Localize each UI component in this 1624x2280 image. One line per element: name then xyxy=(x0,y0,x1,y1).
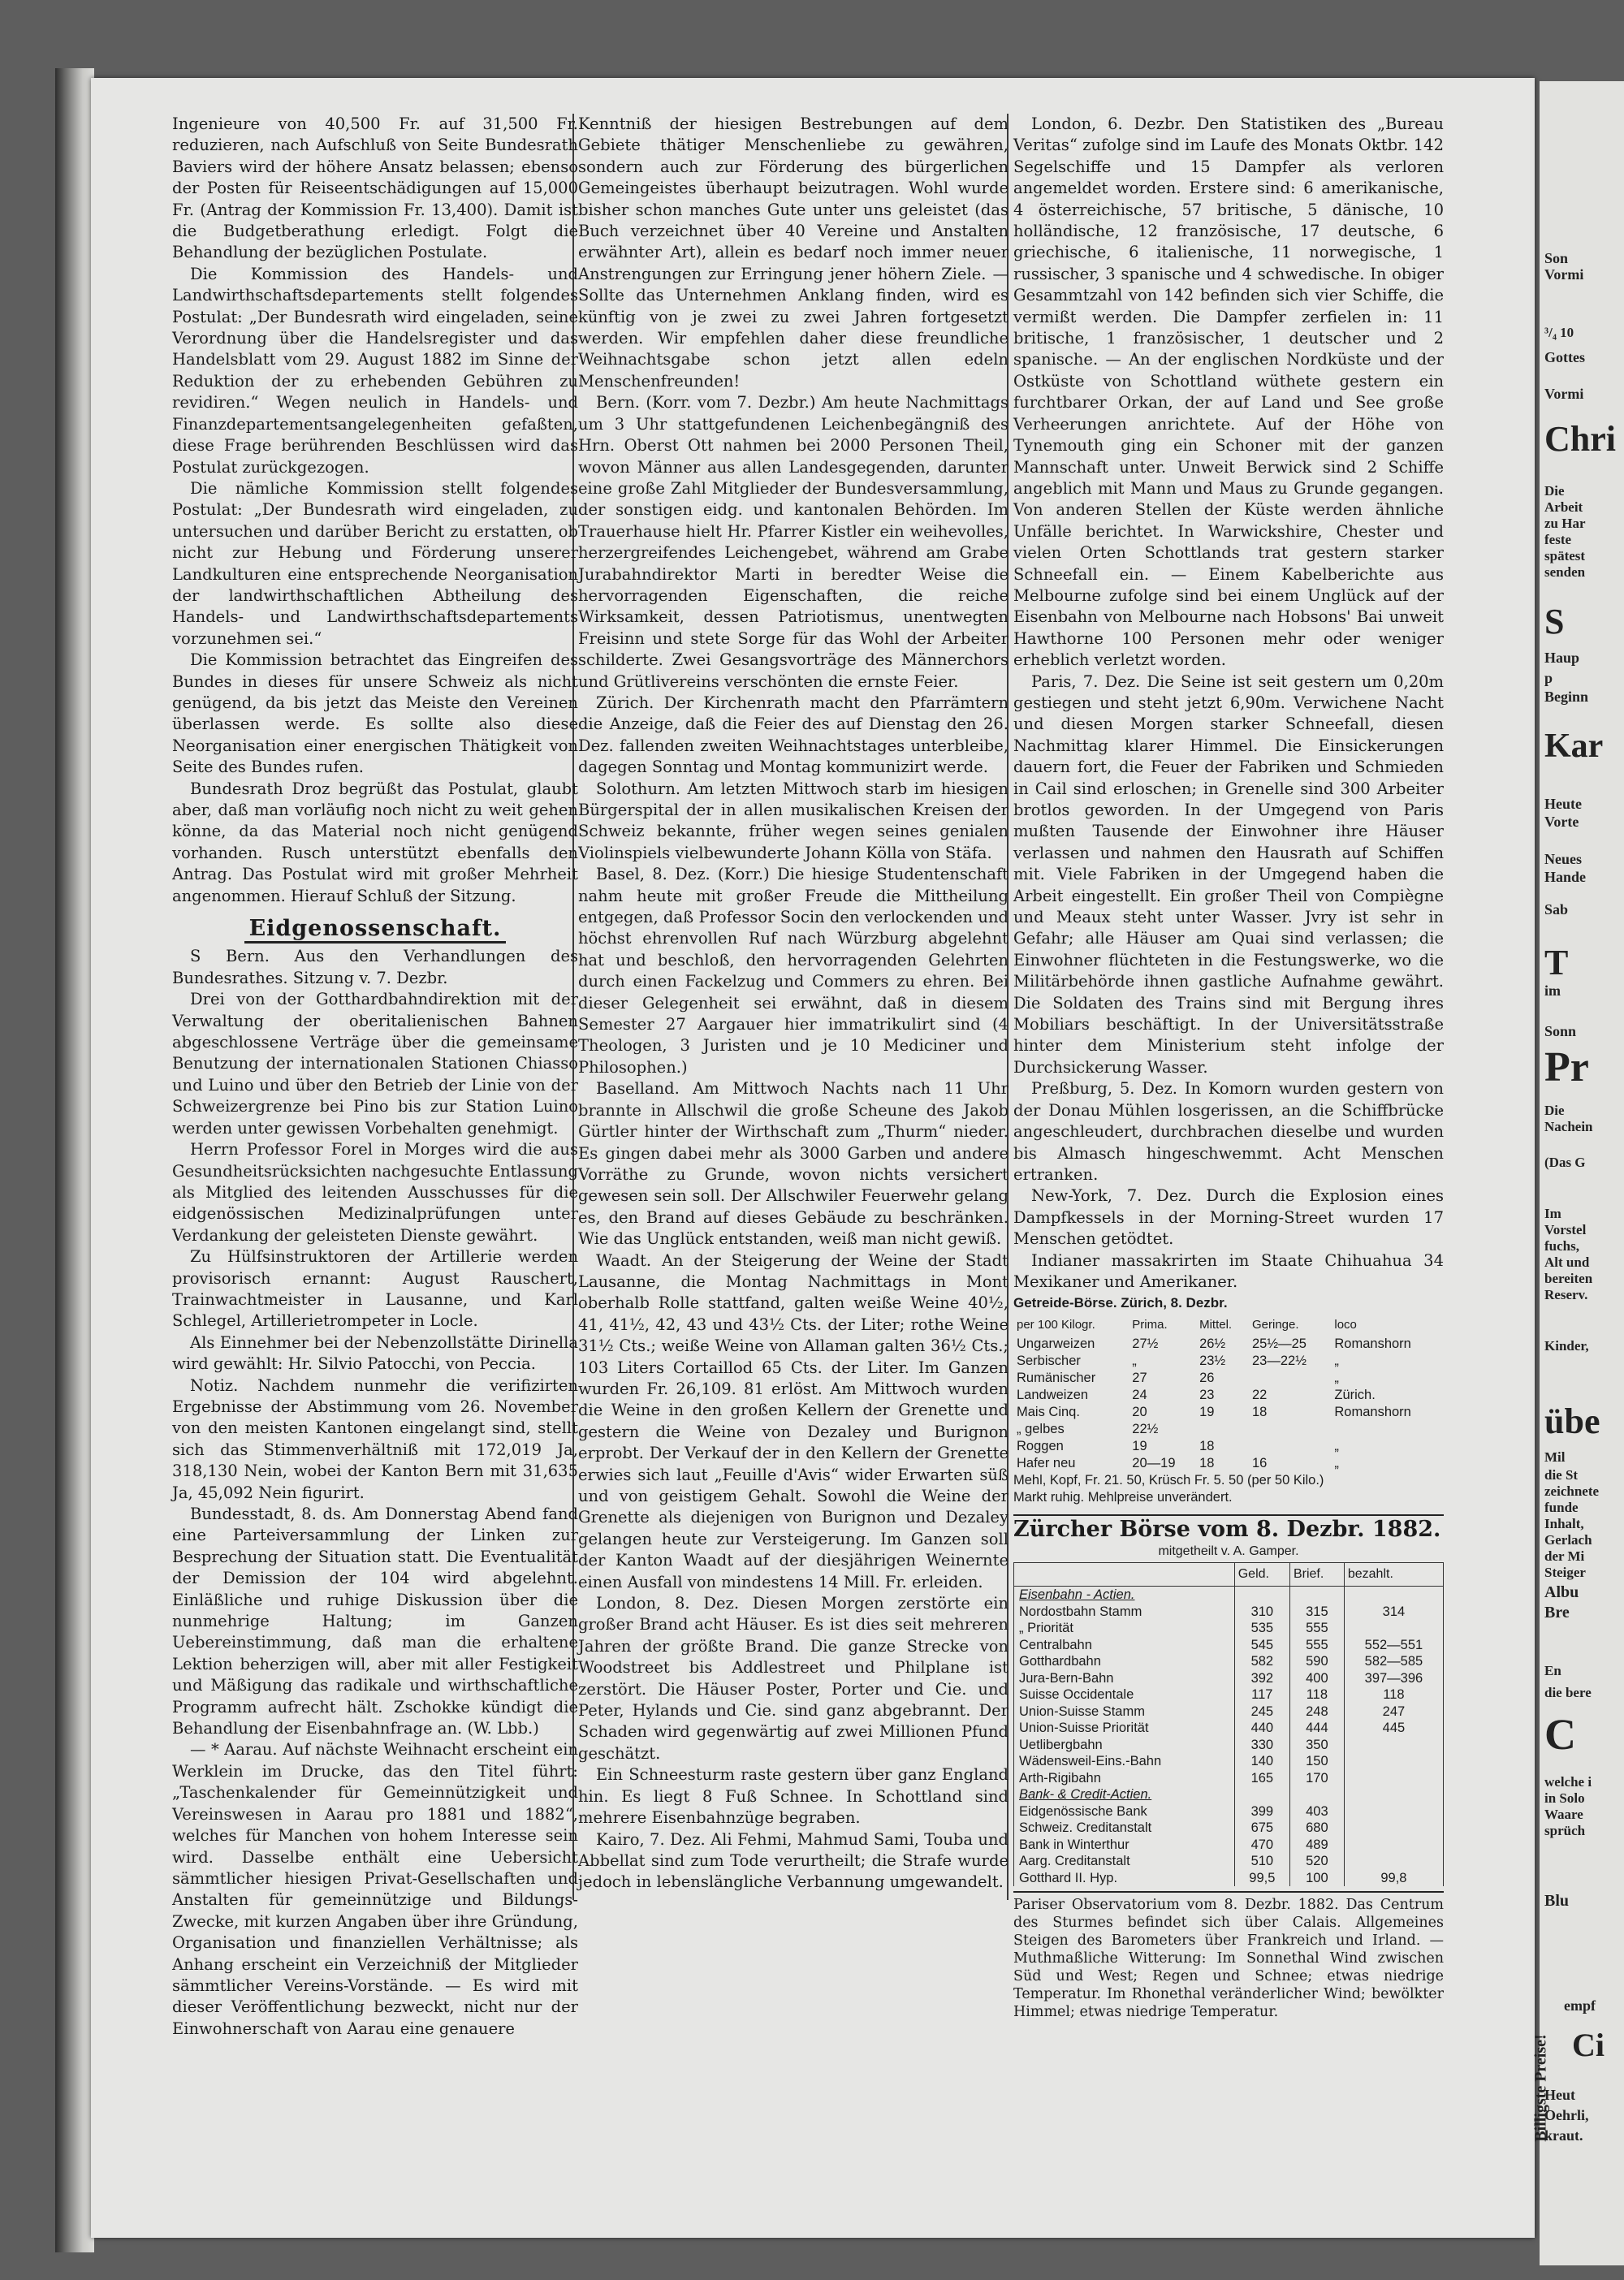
article-paragraph: Indianer massakrirten im Staate Chihuahua 34 Mexikaner und Amerikaner. xyxy=(1013,1250,1444,1291)
stock-exchange-title: Zürcher Börse vom 8. Dezbr. 1882. xyxy=(1013,1514,1444,1540)
weather-report: Pariser Observatorium vom 8. Dezbr. 1882. Das Centrum des Sturmes befindet sich über Calais. Allgemeines Steigen des Barometers über Frankreich und Irland. — Muthmaßliche Witterung: Im Sonnethal Wind zwischen Süd und West; Regen und Schnee; etwas niedrige Temperatur. Im Rhonethal veränderlicher Wind; bewölkter Himmel; etwas niedrige Temperatur. xyxy=(1013,1891,1444,2021)
adjacent-page-fragment: Kar xyxy=(1544,728,1604,765)
stock-value-cell: 545 xyxy=(1234,1637,1289,1654)
grain-cell: 25½—25 xyxy=(1252,1336,1307,1352)
stock-table-header xyxy=(1014,1562,1444,1586)
grain-cell: Hafer neu xyxy=(1017,1456,1076,1471)
column-1 xyxy=(172,114,578,2040)
grain-row xyxy=(1013,1455,1444,1472)
stock-value-cell: 100 xyxy=(1289,1870,1344,1887)
grain-cell: „ xyxy=(1334,1456,1339,1471)
stock-column-header: Geld. xyxy=(1234,1562,1289,1586)
section-heading xyxy=(172,916,578,942)
stock-name-cell: Nordostbahn Stamm xyxy=(1014,1604,1235,1621)
stock-value-cell xyxy=(1344,1587,1443,1604)
stock-value-cell: 99,8 xyxy=(1344,1870,1443,1887)
article-paragraph: Bundesstadt, 8. ds. Am Donnerstag Abend fand eine Parteiversammlung der Linken zur Besprechung der Situation statt. Die Eventualität der Demission der 104 wird abgelehnt. Einläßliche und ruhige Diskussion über die nunmehrige Haltung; im Ganzen Uebereinstimmung, daß man die erhaltene Lektion beherzigen will, aber mit aller Festigkeit und Mäßigung das radikale und wirthschaftliche Programm aufrecht hält. Zschokke kündigt die Behandlung der Eisenbahnfrage an. (W. Lbb.) xyxy=(172,1505,578,1738)
grain-table-body xyxy=(1013,1336,1444,1472)
grain-cell: Romanshorn xyxy=(1334,1405,1411,1420)
grain-cell: 19 xyxy=(1132,1439,1147,1454)
stock-value-cell xyxy=(1344,1803,1443,1820)
stock-value-cell: 165 xyxy=(1234,1770,1289,1787)
stock-row xyxy=(1014,1853,1444,1870)
stock-value-cell: 350 xyxy=(1289,1737,1344,1754)
stock-name-cell: Aarg. Creditanstalt xyxy=(1014,1853,1235,1870)
grain-cell: 27½ xyxy=(1132,1336,1159,1352)
stock-exchange-subtitle: mitgetheilt v. A. Gamper. xyxy=(1158,1544,1299,1558)
stock-name-cell: Union-Suisse Priorität xyxy=(1014,1720,1235,1737)
adjacent-page-fragment: Alt und xyxy=(1544,1254,1590,1270)
stock-row xyxy=(1014,1737,1444,1754)
stock-value-cell: 150 xyxy=(1289,1753,1344,1770)
adjacent-page-fragment: welche i xyxy=(1544,1774,1592,1790)
stock-value-cell: 392 xyxy=(1234,1670,1289,1687)
article-paragraph: Solothurn. Am letzten Mittwoch starb im hiesigen Bürgerspital der in allen musikalischen Kreisen der Schweiz bekannte, früher wegen seines genialen Violinspiels vielbewunderte Johann Kölla von Stäfa. xyxy=(578,779,1009,862)
stock-value-cell: 397—396 xyxy=(1344,1670,1443,1687)
stock-value-cell: 170 xyxy=(1289,1770,1344,1787)
article-paragraph: Ingenieure von 40,500 Fr. auf 31,500 Fr. reduzieren, nach Aufschluß von Seite Bundesrath Baviers wird der höhere Ansatz belassen; ebenso der Posten für Reiseentschädigungen auf 15,000 Fr. (Antrag der Kommission Fr. 13,400). Damit ist die Budgetberathung erledigt. Folgt die Behandlung der bezüglichen Postulate. xyxy=(172,114,578,262)
adjacent-page-fragment: sprüch xyxy=(1544,1823,1586,1838)
adjacent-page-fragment: Inhalt, xyxy=(1544,1516,1584,1531)
stock-value-cell: 675 xyxy=(1234,1820,1289,1837)
stock-row xyxy=(1014,1620,1444,1637)
stock-row xyxy=(1014,1670,1444,1687)
grain-cell: 18 xyxy=(1199,1439,1215,1454)
grain-cell: 26½ xyxy=(1199,1336,1226,1352)
stock-name-cell: „ Priorität xyxy=(1014,1620,1235,1637)
stock-value-cell: 117 xyxy=(1234,1686,1289,1704)
adjacent-page-fragment: Heute xyxy=(1544,796,1582,812)
adjacent-page-fragment: Kinder, xyxy=(1544,1338,1589,1354)
adjacent-page-fragment: Vorte xyxy=(1544,814,1579,830)
adjacent-page-fragment: (Das G xyxy=(1544,1155,1586,1170)
adjacent-page-fragment: bereiten xyxy=(1544,1271,1593,1286)
grain-cell xyxy=(1249,1421,1331,1438)
adjacent-page-fragment: senden xyxy=(1544,564,1586,580)
grain-cell: „ xyxy=(1334,1371,1339,1386)
adjacent-page-fragment: Pr xyxy=(1544,1044,1589,1090)
grain-market-table xyxy=(1013,1293,1444,1506)
adjacent-page-fragment: fuchs, xyxy=(1544,1238,1579,1254)
stock-column-header xyxy=(1014,1562,1235,1586)
article-paragraph: Basel, 8. Dez. (Korr.) Die hiesige Studentenschaft nahm heute mit großer Freude die Mittheilung entgegen, daß Professor Socin den verlockenden und höchst ehrenvollen Ruf nach Würzburg abgelehnt hat und beschloß, den hervorragenden Gelehrten durch einen Fackelzug und Commers zu ehren. Bei dieser Gelegenheit sei erwähnt, daß in diesem Semester 27 Aargauer hier immatrikulirt sind (4 Theologen, 3 Juristen und je 10 Mediciner und Philosophen.) xyxy=(578,865,1009,1077)
stock-value-cell xyxy=(1344,1770,1443,1787)
stock-row xyxy=(1014,1837,1444,1854)
adjacent-page-fragment: Mil xyxy=(1544,1449,1566,1465)
grain-cell xyxy=(1249,1370,1331,1387)
grain-cell: 22½ xyxy=(1132,1422,1159,1437)
stock-value-cell: 140 xyxy=(1234,1753,1289,1770)
stock-value-cell: 470 xyxy=(1234,1837,1289,1854)
adjacent-page-fragment: im xyxy=(1544,982,1561,999)
stock-row xyxy=(1014,1820,1444,1837)
stock-value-cell: 310 xyxy=(1234,1604,1289,1621)
article-paragraph: London, 8. Dez. Diesen Morgen zerstörte ein großer Brand acht Häuser. Es ist dies seit mehreren Jahren der größte Brand. Die ganze Strecke von Woodstreet bis Addlestreet und Philplane ist zerstört. Die Häuser Poster, Porter und Cie. und Peter, Hylands und Cie. sind ganz abgebrannt. Der Schaden wird gegenwärtig auf zwei Millionen Pfund geschätzt. xyxy=(578,1594,1009,1763)
stock-row xyxy=(1014,1704,1444,1721)
article-paragraph: Baselland. Am Mittwoch Nachts nach 11 Uhr brannte in Allschwil die große Scheune des Jakob Gürtler hinter der Wirthschaft zum „Thurm“ nieder. Es gingen dabei mehr als 3000 Garben und andere Vorräthe zu Grunde, wovon nichts versichert gewesen sein soll. Der Allschwiler Feuerwehr gelang es, den Brand auf dieses Gebäude zu beschränken. Wie das Unglück entstanden, weiß man nicht gewiß. xyxy=(578,1079,1009,1249)
stock-value-cell: 535 xyxy=(1234,1620,1289,1637)
article-paragraph: Waadt. An der Steigerung der Weine der Stadt Lausanne, die Montag Nachmittags in Mont oberhalb Rolle stattfand, galten weiße Weine 40½, 41, 41½, 42, 43 und 43½ Cts. der Liter; rothe Weine 31½ Cts.; weiße Weine von Allaman galten 36½ Cts.; 103 Liters Cortaillod 65 Cts. der Liter. Im Ganzen wurden Fr. 26,109. 81 erlöst. Am Mittwoch wurden die Weine in den großen Kellern der Grenette und gestern die Weine von Dezaley und Burignon erprobt. Der Verkauf der in den Kellern der Grenette erwies sich laut „Feuille d'Avis“ wider Erwarten süß und von geistigem Gehalt. Sowohl die Weine der Grenette als diejenigen von Burignon und Dezaley gelangen heute zur Versteigerung. Im Ganzen soll der Kanton Waadt auf der diesjährigen Weinernte einen Ausfall von mindestens 14 Mill. Fr. erleiden. xyxy=(578,1250,1009,1591)
adjacent-page-fragment: Vorstel xyxy=(1544,1222,1587,1237)
adjacent-page-fragment: Neues xyxy=(1544,851,1582,867)
stock-value-cell: 582—585 xyxy=(1344,1653,1443,1670)
grain-market-note: Mehl, Kopf, Fr. 21. 50, Krüsch Fr. 5. 50 (per 50 Kilo.) xyxy=(1013,1473,1324,1488)
stock-value-cell: 118 xyxy=(1289,1686,1344,1704)
stock-name-cell: Eisenbahn - Actien. xyxy=(1014,1587,1235,1604)
grain-cell: „ xyxy=(1334,1439,1339,1454)
stock-value-cell: 330 xyxy=(1234,1737,1289,1754)
grain-cell: Serbischer xyxy=(1017,1354,1081,1369)
stock-value-cell xyxy=(1344,1753,1443,1770)
grain-cell xyxy=(1196,1421,1249,1438)
grain-cell: „ xyxy=(1132,1354,1137,1369)
adjacent-page-fragment: übe xyxy=(1544,1401,1600,1441)
adjacent-page-fragment: Haup xyxy=(1544,650,1580,666)
grain-cell: 23—22½ xyxy=(1252,1354,1307,1369)
stock-row xyxy=(1014,1653,1444,1670)
adjacent-page-fragment: Steiger xyxy=(1544,1565,1586,1580)
stock-value-cell xyxy=(1344,1837,1443,1854)
adjacent-page-fragment: Vormi xyxy=(1544,386,1584,402)
adjacent-page-fragment: Hande xyxy=(1544,869,1587,885)
stock-name-cell: Suisse Occidentale xyxy=(1014,1686,1235,1704)
stock-section-row xyxy=(1014,1786,1444,1803)
grain-cell: Romanshorn xyxy=(1334,1336,1411,1352)
adjacent-page-fragment: Ci xyxy=(1572,2027,1605,2063)
article-paragraph: Zürich. Der Kirchenrath macht den Pfarrämtern die Anzeige, daß die Feier des auf Dienstag den 26. Dez. fallenden zweiten Weihnachtstages unterbleibe, dagegen Sonntag und Montag kommunizirt werde. xyxy=(578,693,1009,777)
stock-value-cell xyxy=(1344,1853,1443,1870)
stock-name-cell: Uetlibergbahn xyxy=(1014,1737,1235,1754)
grain-row xyxy=(1013,1353,1444,1370)
article-paragraph: Die Kommission des Handels- und Landwirthschaftsdepartements stellt folgendes Postulat: „Der Bundesrath wird eingeladen, seine Verordnung über die Handelsregister und das Handelsblatt vom 29. August 1882 im Sinne der Reduktion der zu erhebenden Gebühren zu revidiren.“ Wegen neulich in Handels- und Finanzdepartementsangelegenheiten gefaßten, diese Frage berührenden Beschlüssen wird das Postulat zurückgezogen. xyxy=(172,264,578,477)
adjacent-page-fragment: Son xyxy=(1544,250,1569,266)
stock-name-cell: Gotthardbahn xyxy=(1014,1653,1235,1670)
adjacent-page-fragment: Blu xyxy=(1544,1892,1570,1910)
adjacent-page-fragment: zeichnete xyxy=(1544,1483,1600,1499)
grain-row xyxy=(1013,1438,1444,1455)
stock-value-cell xyxy=(1344,1786,1443,1803)
grain-row xyxy=(1013,1336,1444,1353)
grain-cell: Mais Cinq. xyxy=(1017,1405,1080,1420)
adjacent-page-fragment: feste xyxy=(1544,532,1572,547)
stock-value-cell: 520 xyxy=(1289,1853,1344,1870)
grain-cell: 24 xyxy=(1132,1388,1147,1403)
article-dateline: S Bern. Aus den Verhandlungen des Bundesrathes. Sitzung v. 7. Dezbr. xyxy=(172,947,578,987)
adjacent-page-fragment: Heut xyxy=(1544,2087,1575,2103)
stock-value-cell: 440 xyxy=(1234,1720,1289,1737)
article-paragraph: Die Kommission betrachtet das Eingreifen des Bundes in dieses für unsere Schweiz als nicht genügend, da bis jetzt das Meiste den Vereinen überlassen werde. Es sollte also diese Neorganisation einer energischen Thätigkeit von Seite des Bundes rufen. xyxy=(172,650,578,777)
adjacent-page-fragment: Gottes xyxy=(1544,349,1585,365)
article-paragraph: Ein Schneesturm raste gestern über ganz England hin. Es liegt 8 Fuß Schnee. In Schottland sind mehrere Eisenbahnzüge begraben. xyxy=(578,1765,1009,1828)
article-paragraph: Preßburg, 5. Dez. In Komorn wurden gestern von der Donau Mühlen losgerissen, an die Schiffbrücke angeschleudert, durchbrachen dieselbe und wurden bis Almasch hingeschwemmt. Acht Menschen ertranken. xyxy=(1013,1079,1444,1184)
adjacent-page-fragment: Waare xyxy=(1544,1807,1583,1822)
grain-cell: Ungarweizen xyxy=(1017,1336,1095,1352)
stock-value-cell: 403 xyxy=(1289,1803,1344,1820)
stock-name-cell: Jura-Bern-Bahn xyxy=(1014,1670,1235,1687)
stock-row xyxy=(1014,1770,1444,1787)
stock-value-cell: 590 xyxy=(1289,1653,1344,1670)
article-paragraph: Paris, 7. Dez. Die Seine ist seit gestern um 0,20m gestiegen und steht jetzt 6,90m. Verwichene Nacht und diesen Morgen starker Schneefall, diesen Nachmittag klarer Himmel. Die Einsickerungen dauern fort, die Feuer der Fabriken und Schmieden in Cail sind erloschen; in Grenelle sind 300 Arbeiter brotlos geworden. In der Umgegend von Paris mußten Tausende der Einwohner ihre Häuser verlassen und nahmen den Hausrath auf Schiffen mit. Viele Fabriken in der Umgegend haben die Arbeit eingestellt. Ein großer Theil von Compiègne und Meaux steht unter Wasser. Jvry ist sehr in Gefahr; alle Häuser am Quai sind verlassen; die Einwohner flüchteten in die Festungswerke, wo die Militärbehörde ihnen gastliche Aufnahme gewährt. Die Soldaten des Trains sind mit Bergung ihres Mobiliars beschäftigt. In der Universitätsstraße hinter dem Ministerium steht infolge der Durchsickerung Wasser. xyxy=(1013,671,1444,1077)
stock-value-cell: 399 xyxy=(1234,1803,1289,1820)
adjacent-page-fragment: Sonn xyxy=(1544,1023,1577,1039)
adjacent-page-fragment: S xyxy=(1544,602,1565,641)
stock-name-cell: Eidgenössische Bank xyxy=(1014,1803,1235,1820)
grain-cell: 27 xyxy=(1132,1371,1147,1386)
stock-value-cell: 315 xyxy=(1289,1604,1344,1621)
article-paragraph: Die nämliche Kommission stellt folgendes Postulat: „Der Bundesrath wird eingeladen, zu untersuchen und darüber Bericht zu erstatten, ob nicht zur Hebung und Förderung unserer Landkulturen eine entsprechende Neorganisation der landwirthschaftlichen Abtheilung des Handels- und Landwirthschaftsdepartements vorzunehmen sei.“ xyxy=(172,478,578,648)
article-paragraph: Kenntniß der hiesigen Bestrebungen auf dem Gebiete thätiger Menschenliebe zu gewähren, sondern auch zur Förderung des bürgerlichen Gemeingeistes überhaupt beizutragen. Wohl wurde bisher schon manches Gute unter uns geleistet (das Buch verzeichnet über 40 Vereine und Anstalten erwähnter Art), allein es bedarf noch immer neuer Anstrengungen zur Erringung jener höhern Ziele. — Sollte das Unternehmen Anklang finden, wird es künftig von je zwei zu zwei Jahren fortgesetzt werden. Wir empfehlen daher diese freundliche Weihnachtsgabe schon jetzt allen edeln Menschenfreunden! xyxy=(578,114,1009,391)
stock-value-cell: 489 xyxy=(1289,1837,1344,1854)
grain-row xyxy=(1013,1387,1444,1404)
adjacent-page-fragment: zu Har xyxy=(1544,516,1586,531)
article-paragraph: New-York, 7. Dez. Durch die Explosion eines Dampfkessels in der Morning-Street wurden 17 Menschen getödtet. xyxy=(1013,1186,1444,1249)
grain-cell: 22 xyxy=(1252,1388,1268,1403)
grain-column-header: loco xyxy=(1334,1317,1357,1332)
stock-column-header: bezahlt. xyxy=(1344,1562,1443,1586)
stock-value-cell: 582 xyxy=(1234,1653,1289,1670)
article-paragraph: London, 6. Dezbr. Den Statistiken des „Bureau Veritas“ zufolge sind im Laufe des Monats Oktbr. 142 Segelschiffe und 15 Dampfer als verloren angemeldet worden. Erstere sind: 6 amerikanische, 4 österreichische, 57 britische, 5 dänische, 10 holländische, 12 französische, 17 deutsche, 6 griechische, 6 italienische, 11 norwegische, 1 russischer, 3 spanische und 4 schwedische. In obiger Gesammtzahl von 142 befinden sich vier Schiffe, die vermißt werden. Die Dampfer zerfielen in: 11 britische, 1 französischer, 1 deutscher und 2 spanische. — An der englischen Nordküste und der Ostküste von Schottland wüthete gestern ein furchtbarer Orkan, der auf Land und See große Verheerungen anrichtete. Auf der Höhe von Tynemouth ging ein Schoner mit der ganzen Mannschaft unter. Unweit Berwick sind 2 Schiffe angeblich mit Mann und Maus zu Grunde gegangen. Von anderen Stellen der Küste werden ähnliche Unfälle berichtet. In Warwickshire, Chester und vielen Orten Schottlands trat gestern starker Schneefall ein. — Einem Kabelberichte aus Melbourne zufolge sind bei einem Unglück auf der Eisenbahn von Melbourne nach Hobsons' Bai unweit Hawthorne 100 Personen mehr oder weniger erheblich verletzt worden. xyxy=(1013,114,1444,670)
adjacent-page-fragment: ³/₄ 10 xyxy=(1544,325,1574,340)
adjacent-page-fragment: Arbeit xyxy=(1544,499,1583,515)
adjacent-page-fragment: kraut. xyxy=(1544,2127,1583,2144)
stock-name-cell: Arth-Rigibahn xyxy=(1014,1770,1235,1787)
grain-cell: 18 xyxy=(1199,1456,1215,1471)
adjacent-page-fragment: Im xyxy=(1544,1206,1561,1221)
stock-row xyxy=(1014,1686,1444,1704)
grain-cell: 16 xyxy=(1252,1456,1268,1471)
article-paragraph: Kairo, 7. Dez. Ali Fehmi, Mahmud Sami, Touba und Abbellat sind zum Tode verurtheilt; die Strafe wurde jedoch in lebenslängliche Verbannung umgewandelt. xyxy=(578,1829,1009,1892)
stock-value-cell: 444 xyxy=(1289,1720,1344,1737)
stock-name-cell: Wädensweil-Eins.-Bahn xyxy=(1014,1753,1235,1770)
adjacent-page-fragment: die St xyxy=(1544,1467,1579,1483)
adjacent-page-fragment: Beginn xyxy=(1544,689,1589,705)
stock-value-cell: 400 xyxy=(1289,1670,1344,1687)
grain-column-header: per 100 Kilogr. xyxy=(1017,1317,1095,1332)
grain-cell: Zürich. xyxy=(1334,1388,1376,1403)
grain-row xyxy=(1013,1404,1444,1421)
article-paragraph: — * Aarau. Auf nächste Weihnacht erscheint ein Werklein im Drucke, das den Titel führt: „Taschenkalender für Gemeinnützigkeit und Vereinswesen in Aarau pro 1881 und 1882“, welches für Manchen von hohem Interesse sein wird. Dasselbe enthält eine Uebersicht sämmtlicher hiesigen Privat-Gesellschaften und Anstalten für gemeinnützige und Bildungs-Zwecke, mit kurzen Angaben über ihre Gründung, Organisation und finanziellen Verhältnisse; als Anhang erscheint ein Verzeichniß der Mitglieder sämmtlicher Vereins-Vorstände. — Es wird mit dieser Veröffentlichung bezweckt, nicht nur der Einwohnerschaft von Aarau eine genauere xyxy=(172,1740,578,2038)
stock-value-cell: 99,5 xyxy=(1234,1870,1289,1887)
stock-name-cell: Bank in Winterthur xyxy=(1014,1837,1235,1854)
adjacent-page-fragment: Albu xyxy=(1544,1583,1579,1601)
grain-cell: 20 xyxy=(1132,1405,1147,1420)
adjacent-page-fragment: p xyxy=(1544,670,1553,686)
stock-name-cell: Schweiz. Creditanstalt xyxy=(1014,1820,1235,1837)
adjacent-page-fragment: funde xyxy=(1544,1500,1579,1515)
adjacent-page-fragment: Billigste Preise! xyxy=(1531,2034,1550,2142)
stock-value-cell xyxy=(1289,1587,1344,1604)
grain-cell: „ xyxy=(1334,1354,1339,1369)
grain-cell xyxy=(1249,1438,1331,1455)
stock-value-cell xyxy=(1234,1786,1289,1803)
adjacent-page-fragment: T xyxy=(1544,943,1569,982)
grain-cell: Landweizen xyxy=(1017,1388,1089,1403)
adjacent-page-fragment: En xyxy=(1544,1663,1561,1678)
adjacent-page-fragment: Bre xyxy=(1544,1604,1570,1621)
stock-value-cell: 247 xyxy=(1344,1704,1443,1721)
grain-cell: 18 xyxy=(1252,1405,1268,1420)
stock-row xyxy=(1014,1870,1444,1887)
grain-cell: 23½ xyxy=(1199,1354,1226,1369)
grain-cell: 20—19 xyxy=(1132,1456,1176,1471)
grain-cell: 26 xyxy=(1199,1371,1215,1386)
stock-row xyxy=(1014,1637,1444,1654)
grain-market-note: Markt ruhig. Mehlpreise unverändert. xyxy=(1013,1490,1233,1505)
article-paragraph: Zu Hülfsinstruktoren der Artillerie werden provisorisch ernannt: August Rauschert, Trainwachtmeister in Lausanne, und Karl Schlegel, Artillerietrompeter in Locle. xyxy=(172,1247,578,1331)
stock-value-cell xyxy=(1344,1820,1443,1837)
grain-cell: 19 xyxy=(1199,1405,1215,1420)
adjacent-page-fragment: C xyxy=(1544,1710,1576,1759)
article-paragraph: Bern. (Korr. vom 7. Dezbr.) Am heute Nachmittags um 3 Uhr stattgefundenen Leichenbegängniß des Hrn. Oberst Ott nahmen bei 2000 Personen Theil, wovon Männer aus allen Landesgegenden, darunter eine große Zahl Mitglieder der Bundesversammlung, der sonstigen eidg. und kantonalen Behörden. Im Trauerhause hielt Hr. Pfarrer Kistler ein weihevolles, herzergreifendes Leichengebet, während am Grabe Jurabahndirektor Marti in beredter Weise die hervorragenden Eigenschaften, die reiche Wirksamkeit, dessen Patriotismus, unentwegten Freisinn und stete Sorge für das Wohl der Arbeiter schilderte. Zwei Gesangsvorträge des Männerchors und Grütlivereins verschönten die ernste Feier. xyxy=(578,393,1009,691)
adjacent-page-fragment: empf xyxy=(1564,1997,1596,2014)
article-paragraph: Herrn Professor Forel in Morges wird die aus Gesundheitsrücksichten nachgesuchte Entlassung als Mitglied des leitenden Ausschusses für die eidgenössischen Medizinalprüfungen unter Verdankung der geleisteten Dienste gewährt. xyxy=(172,1140,578,1245)
column-2 xyxy=(578,114,1009,1894)
adjacent-page-fragment: Nachein xyxy=(1544,1119,1593,1134)
grain-column-header: Geringe. xyxy=(1252,1317,1299,1332)
stock-row xyxy=(1014,1720,1444,1737)
stock-row xyxy=(1014,1604,1444,1621)
adjacent-page-fragment: in Solo xyxy=(1544,1790,1585,1806)
stock-value-cell: 245 xyxy=(1234,1704,1289,1721)
stock-exchange-table xyxy=(1013,1514,1444,1886)
column-3 xyxy=(1013,114,1444,2021)
adjacent-page-fragment: spätest xyxy=(1544,548,1586,564)
stock-value-cell xyxy=(1289,1786,1344,1803)
article-paragraph: Bundesrath Droz begrüßt das Postulat, glaubt aber, daß man vorläufig noch nicht zu weit gehen könne, da das Material noch nicht genügend vorhanden. Rusch unterstützt ebenfalls den Antrag. Das Postulat wird mit großer Mehrheit angenommen. Hierauf Schluß der Sitzung. xyxy=(172,779,578,905)
stock-table-body xyxy=(1014,1587,1444,1887)
adjacent-page-fragment: Die xyxy=(1544,483,1565,499)
section-heading-text: Eidgenossenschaft. xyxy=(244,916,507,944)
stock-value-cell: 555 xyxy=(1289,1637,1344,1654)
stock-value-cell: 552—551 xyxy=(1344,1637,1443,1654)
adjacent-page-fragment: die bere xyxy=(1544,1685,1592,1700)
grain-cell: 23 xyxy=(1199,1388,1215,1403)
adjacent-page-fragment: Gerlach xyxy=(1544,1532,1592,1548)
grain-row xyxy=(1013,1421,1444,1438)
grain-cell: Roggen xyxy=(1017,1439,1064,1454)
page-binding-edge xyxy=(55,68,94,2252)
grain-cell: „ gelbes xyxy=(1017,1422,1065,1437)
adjacent-page-fragment: Oehrli, xyxy=(1544,2107,1589,2123)
adjacent-page-fragment: Reserv. xyxy=(1544,1287,1588,1302)
grain-row xyxy=(1013,1370,1444,1387)
adjacent-page-fragment: Vormi xyxy=(1544,266,1584,283)
adjacent-page-fragment: der Mi xyxy=(1544,1548,1585,1564)
stock-value-cell: 445 xyxy=(1344,1720,1443,1737)
adjacent-page-fragment: Chri xyxy=(1544,419,1616,459)
grain-market-title: Getreide-Börse. Zürich, 8. Dezbr. xyxy=(1013,1295,1228,1311)
stock-value-cell: 680 xyxy=(1289,1820,1344,1837)
stock-name-cell: Union-Suisse Stamm xyxy=(1014,1704,1235,1721)
stock-value-cell xyxy=(1344,1737,1443,1754)
article-paragraph: Drei von der Gotthardbahndirektion mit der Verwaltung der oberitalienischen Bahnen abgeschlossene Verträge über die gemeinsame Benutzung der internationalen Stationen Chiasso und Luino und über den Betrieb der Linie von der Schweizergrenze bei Pino bis zur Station Luino werden unter gewissen Vorbehalten genehmigt. xyxy=(172,990,578,1138)
stock-row xyxy=(1014,1753,1444,1770)
stock-section-row xyxy=(1014,1587,1444,1604)
article-paragraph: Als Einnehmer bei der Nebenzollstätte Dirinella wird gewählt: Hr. Silvio Patocchi, von Peccia. xyxy=(172,1332,578,1374)
stock-value-cell: 314 xyxy=(1344,1604,1443,1621)
stock-table xyxy=(1013,1562,1444,1886)
grain-column-header: Prima. xyxy=(1132,1317,1168,1332)
grain-cell: Rumänischer xyxy=(1017,1371,1096,1386)
stock-row xyxy=(1014,1803,1444,1820)
adjacent-page-fragment: Die xyxy=(1544,1103,1565,1118)
grain-column-header: Mittel. xyxy=(1199,1317,1233,1332)
stock-name-cell: Gotthard II. Hyp. xyxy=(1014,1870,1235,1887)
stock-value-cell: 118 xyxy=(1344,1686,1443,1704)
stock-name-cell: Centralbahn xyxy=(1014,1637,1235,1654)
stock-value-cell xyxy=(1234,1587,1289,1604)
stock-value-cell: 555 xyxy=(1289,1620,1344,1637)
adjacent-page-edge xyxy=(1531,81,1624,2265)
grain-table-header xyxy=(1013,1315,1444,1336)
stock-name-cell: Bank- & Credit-Actien. xyxy=(1014,1786,1235,1803)
stock-value-cell: 248 xyxy=(1289,1704,1344,1721)
stock-column-header: Brief. xyxy=(1289,1562,1344,1586)
grain-cell xyxy=(1331,1421,1444,1438)
adjacent-page-fragment: Sab xyxy=(1544,901,1569,918)
stock-value-cell xyxy=(1344,1620,1443,1637)
grain-table xyxy=(1013,1315,1444,1472)
article-paragraph: Notiz. Nachdem nunmehr die verifizirten Ergebnisse der Abstimmung vom 26. November von den meisten Kantonen eingelangt sind, stellt sich das Stimmenverhältniß mit 172,019 Ja, 318,130 Nein, wobei der Kanton Bern mit 31,635 Ja, 45,092 Nein figurirt. xyxy=(172,1375,578,1502)
stock-value-cell: 510 xyxy=(1234,1853,1289,1870)
